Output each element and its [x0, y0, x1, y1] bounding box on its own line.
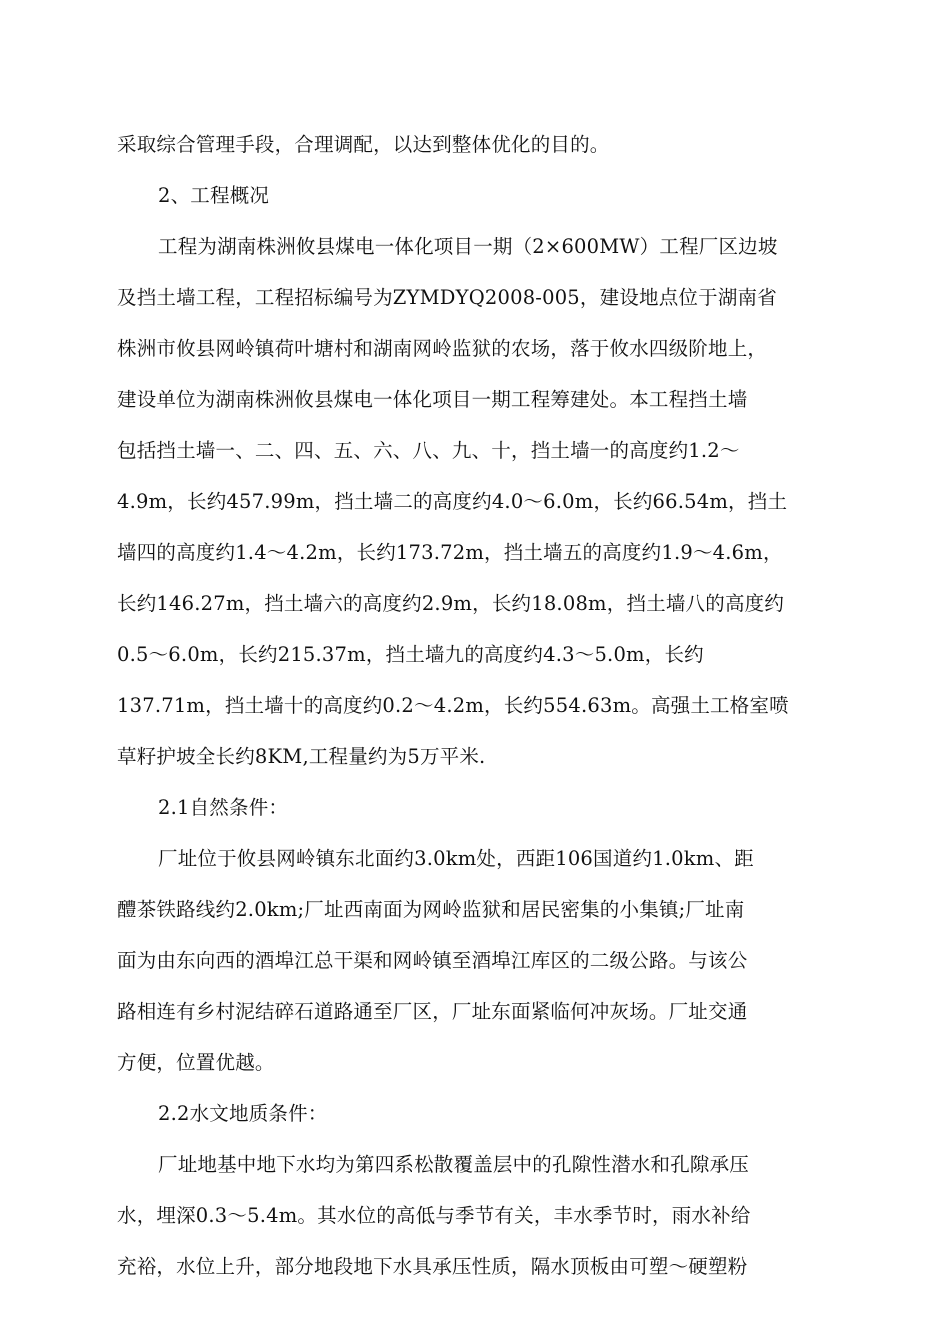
paragraph-line: 株洲市攸县网岭镇荷叶塘村和湖南网岭监狱的农场，落于攸水四级阶地上，	[117, 337, 768, 360]
section-heading-project-overview: 2、工程概况	[158, 184, 270, 207]
paragraph-line: 水，埋深0.3～5.4m。其水位的高低与季节有关，丰水季节时，雨水补给	[117, 1204, 751, 1227]
paragraph-line: 醴茶铁路线约2.0km;厂址西南面为网岭监狱和居民密集的小集镇;厂址南	[117, 898, 745, 921]
paragraph-line: 方便，位置优越。	[117, 1051, 275, 1074]
paragraph-line: 4.9m，长约457.99m，挡土墙二的高度约4.0～6.0m，长约66.54m，挡土	[117, 490, 788, 513]
paragraph-line: 厂址位于攸县网岭镇东北面约3.0km处，西距106国道约1.0km、距	[158, 847, 754, 870]
paragraph-line: 及挡土墙工程，工程招标编号为ZYMDYQ2008-005，建设地点位于湖南省	[117, 286, 777, 309]
paragraph-line: 采取综合管理手段，合理调配，以达到整体优化的目的。	[117, 133, 610, 156]
paragraph-line: 面为由东向西的酒埠江总干渠和网岭镇至酒埠江库区的二级公路。与该公	[117, 949, 748, 972]
paragraph-line: 工程为湖南株洲攸县煤电一体化项目一期（2×600MW）工程厂区边坡	[158, 235, 778, 258]
paragraph-line: 137.71m，挡土墙十的高度约0.2～4.2m，长约554.63m。高强土工格室喷	[117, 694, 789, 717]
section-heading-natural-conditions: 2.1自然条件：	[158, 796, 289, 819]
paragraph-line: 路相连有乡村泥结碎石道路通至厂区，厂址东面紧临何冲灰场。厂址交通	[117, 1000, 748, 1023]
paragraph-line: 厂址地基中地下水均为第四系松散覆盖层中的孔隙性潜水和孔隙承压	[158, 1153, 750, 1176]
paragraph-line: 充裕，水位上升，部分地段地下水具承压性质，隔水顶板由可塑～硬塑粉	[117, 1255, 748, 1278]
paragraph-line: 0.5～6.0m，长约215.37m，挡土墙九的高度约4.3～5.0m，长约	[117, 643, 704, 666]
section-heading-hydrogeology: 2.2水文地质条件：	[158, 1102, 328, 1125]
paragraph-line: 包括挡土墙一、二、四、五、六、八、九、十，挡土墙一的高度约1.2～	[117, 439, 740, 462]
paragraph-line: 建设单位为湖南株洲攸县煤电一体化项目一期工程筹建处。本工程挡土墙	[117, 388, 748, 411]
paragraph-line: 长约146.27m，挡土墙六的高度约2.9m，长约18.08m，挡土墙八的高度约	[117, 592, 785, 615]
paragraph-line: 草籽护坡全长约8KM,工程量约为5万平米.	[117, 745, 486, 768]
paragraph-line: 墙四的高度约1.4～4.2m，长约173.72m，挡土墙五的高度约1.9～4.6m，	[117, 541, 783, 564]
